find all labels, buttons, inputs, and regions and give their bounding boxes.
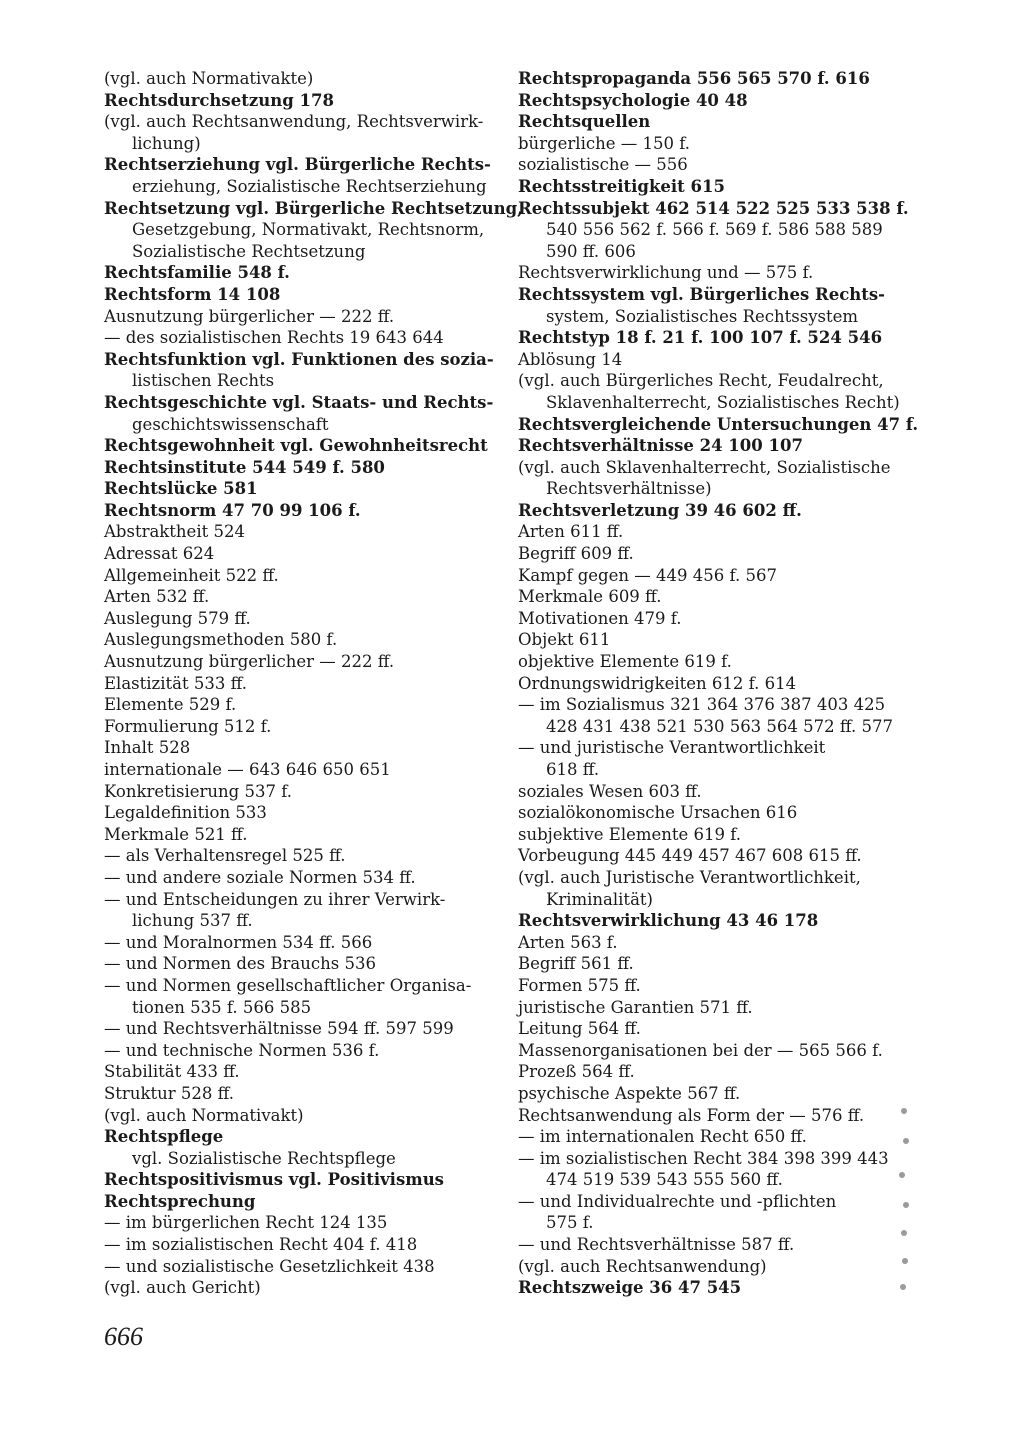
index-entry: 474 519 539 543 555 560 ff. — [546, 1170, 783, 1190]
index-heading: Rechtsverhältnisse 24 100 107 — [518, 436, 803, 456]
index-entry: subjektive Elemente 619 f. — [518, 824, 742, 844]
index-entry: Auslegungsmethoden 580 f. — [104, 630, 338, 650]
index-column-right — [518, 68, 919, 1299]
index-entry: listischen Rechts — [132, 371, 275, 391]
index-heading: Rechtsprechung — [104, 1191, 256, 1211]
index-entry: bürgerliche — 150 f. — [518, 133, 690, 153]
index-entry: Objekt 611 — [518, 630, 611, 650]
index-entry: Massenorganisationen bei der — 565 566 f. — [518, 1040, 883, 1060]
index-entry: Gesetzgebung, Normativakt, Rechtsnorm, — [132, 220, 485, 240]
index-entry: Ausnutzung bürgerlicher — 222 ff. — [104, 306, 395, 326]
index-heading: Rechtspflege — [104, 1127, 224, 1147]
index-entry: — und technische Normen 536 f. — [104, 1040, 380, 1060]
index-entry: Ausnutzung bürgerlicher — 222 ff. — [104, 652, 395, 672]
page-number: 666 — [104, 1322, 143, 1351]
index-heading: Rechtsverwirklichung 43 46 178 — [518, 911, 819, 931]
index-entry: Stabilität 433 ff. — [104, 1062, 240, 1082]
index-entry: — im sozialistischen Recht 404 f. 418 — [104, 1235, 418, 1255]
index-entry: 428 431 438 521 530 563 564 572 ff. 577 — [546, 716, 894, 736]
index-entry: Vorbeugung 445 449 457 467 608 615 ff. — [518, 846, 862, 866]
index-entry: — und Normen des Brauchs 536 — [104, 954, 376, 974]
index-entry: (vgl. auch Normativakte) — [104, 69, 314, 88]
index-entry: lichung) — [132, 133, 201, 153]
index-entry: (vgl. auch Rechtsanwendung) — [518, 1256, 767, 1276]
index-heading: Rechtsfamilie 548 f. — [104, 263, 290, 283]
index-entry: sozialistische — 556 — [518, 155, 688, 175]
index-entry: Arten 611 ff. — [518, 522, 624, 542]
index-entry: Rechtsanwendung als Form der — 576 ff. — [518, 1105, 865, 1125]
index-entry: 618 ff. — [546, 760, 600, 779]
index-entry: Ordnungswidrigkeiten 612 f. 614 — [518, 673, 797, 693]
index-entry: Motivationen 479 f. — [518, 608, 682, 628]
index-heading: Rechtspropaganda 556 565 570 f. 616 — [518, 69, 870, 88]
index-heading: Rechtsquellen — [518, 112, 651, 132]
index-entry: — im Sozialismus 321 364 376 387 403 425 — [518, 695, 886, 715]
index-entry: Arten 532 ff. — [104, 587, 210, 607]
index-entry: Merkmale 521 ff. — [104, 824, 248, 844]
index-heading: Rechtsform 14 108 — [104, 284, 281, 304]
index-entry: Kriminalität) — [546, 889, 653, 909]
index-heading: Rechtszweige 36 47 545 — [518, 1278, 742, 1298]
index-column-left — [104, 68, 523, 1299]
index-entry: Arten 563 f. — [518, 932, 618, 952]
index-entry: Legaldefinition 533 — [104, 803, 267, 823]
index-entry: — als Verhaltensregel 525 ff. — [104, 846, 346, 866]
index-entry: — und juristische Verantwortlichkeit — [518, 738, 826, 758]
index-entry: Begriff 561 ff. — [518, 954, 634, 974]
index-entry: (vgl. auch Bürgerliches Recht, Feudalrecht, — [518, 371, 884, 391]
index-entry: objektive Elemente 619 f. — [518, 652, 732, 672]
index-entry: (vgl. auch Gericht) — [104, 1278, 261, 1298]
index-entry: Begriff 609 ff. — [518, 544, 634, 564]
index-heading: Rechtspsychologie 40 48 — [518, 90, 748, 110]
index-entry: lichung 537 ff. — [132, 911, 253, 931]
index-heading: Rechtsgeschichte vgl. Staats- und Rechts- — [104, 392, 494, 412]
index-heading: Rechtsstreitigkeit 615 — [518, 176, 725, 196]
index-entry: Kampf gegen — 449 456 f. 567 — [518, 565, 777, 585]
index-entry: Formen 575 ff. — [518, 975, 641, 995]
index-entry: Formulierung 512 f. — [104, 716, 272, 736]
index-entry: — des sozialistischen Rechts 19 643 644 — [104, 328, 444, 348]
index-entry: Rechtsverwirklichung und — 575 f. — [518, 263, 814, 283]
index-entry: — und sozialistische Gesetzlichkeit 438 — [104, 1256, 435, 1276]
index-heading: Rechtstyp 18 f. 21 f. 100 107 f. 524 546 — [518, 328, 883, 348]
index-entry: — im bürgerlichen Recht 124 135 — [104, 1213, 388, 1233]
index-entry: Inhalt 528 — [104, 738, 191, 758]
index-entry: Allgemeinheit 522 ff. — [104, 565, 279, 585]
index-entry: Adressat 624 — [104, 544, 215, 564]
index-entry: juristische Garantien 571 ff. — [518, 997, 753, 1017]
index-entry: Konkretisierung 537 f. — [104, 781, 292, 801]
index-heading: Rechtslücke 581 — [104, 479, 258, 499]
index-entry: (vgl. auch Sklavenhalterrecht, Sozialistische — [518, 457, 891, 477]
index-entry: — und Moralnormen 534 ff. 566 — [104, 932, 373, 952]
index-entry: Merkmale 609 ff. — [518, 587, 662, 607]
index-heading: Rechtsfunktion vgl. Funktionen des sozia- — [104, 349, 494, 369]
index-entry: system, Sozialistisches Rechtssystem — [546, 306, 859, 326]
index-entry: internationale — 643 646 650 651 — [104, 760, 391, 779]
index-entry: Elastizität 533 ff. — [104, 673, 247, 693]
index-entry: — im sozialistischen Recht 384 398 399 443 — [518, 1148, 889, 1168]
index-entry: — im internationalen Recht 650 ff. — [518, 1127, 807, 1147]
index-heading: Rechtsvergleichende Untersuchungen 47 f. — [518, 414, 919, 434]
index-heading: Rechtsverletzung 39 46 602 ff. — [518, 500, 802, 520]
index-entry: Rechtsverhältnisse) — [546, 479, 712, 499]
index-entry: — und Rechtsverhältnisse 594 ff. 597 599 — [104, 1019, 454, 1039]
index-entry: geschichtswissenschaft — [132, 414, 329, 434]
index-heading: Rechtssubjekt 462 514 522 525 533 538 f. — [518, 198, 909, 218]
index-entry: sozialökonomische Ursachen 616 — [518, 803, 798, 823]
index-entry: (vgl. auch Juristische Verantwortlichkeit, — [518, 867, 861, 887]
index-heading: Rechtsetzung vgl. Bürgerliche Rechtsetzung, — [104, 198, 523, 218]
margin-specks — [893, 1098, 915, 1298]
index-entry: Auslegung 579 ff. — [104, 608, 251, 628]
index-entry: (vgl. auch Rechtsanwendung, Rechtsverwirk- — [104, 112, 484, 132]
index-entry: Abstraktheit 524 — [104, 522, 245, 542]
index-entry: Ablösung 14 — [518, 349, 623, 369]
index-entry: Elemente 529 f. — [104, 695, 237, 715]
index-entry: Sozialistische Rechtsetzung — [132, 241, 366, 261]
index-entry: 575 f. — [546, 1213, 594, 1233]
index-entry: vgl. Sozialistische Rechtspflege — [132, 1148, 396, 1168]
index-entry: — und Individualrechte und -pflichten — [518, 1191, 837, 1211]
index-entry: Leitung 564 ff. — [518, 1019, 641, 1039]
index-heading: Rechtserziehung vgl. Bürgerliche Rechts- — [104, 155, 491, 175]
index-entry: erziehung, Sozialistische Rechtserziehung — [132, 176, 487, 196]
index-entry: tionen 535 f. 566 585 — [132, 997, 312, 1017]
index-entry: (vgl. auch Normativakt) — [104, 1105, 304, 1125]
index-entry: 540 556 562 f. 566 f. 569 f. 586 588 589 — [546, 220, 883, 240]
index-entry: — und Normen gesellschaftlicher Organisa- — [104, 975, 472, 995]
index-entry: soziales Wesen 603 ff. — [518, 781, 702, 801]
index-entry: — und Rechtsverhältnisse 587 ff. — [518, 1235, 795, 1255]
index-entry: 590 ff. 606 — [546, 241, 636, 261]
index-entry: Prozeß 564 ff. — [518, 1062, 635, 1082]
index-heading: Rechtsdurchsetzung 178 — [104, 90, 334, 110]
index-entry: — und andere soziale Normen 534 ff. — [104, 867, 416, 887]
index-heading: Rechtsinstitute 544 549 f. 580 — [104, 457, 385, 477]
index-entry: — und Entscheidungen zu ihrer Verwirk- — [104, 889, 446, 909]
index-heading: Rechtsgewohnheit vgl. Gewohnheitsrecht — [104, 436, 488, 456]
index-heading: Rechtsnorm 47 70 99 106 f. — [104, 500, 361, 520]
index-entry: Struktur 528 ff. — [104, 1083, 234, 1103]
index-heading: Rechtspositivismus vgl. Positivismus — [104, 1170, 444, 1190]
index-entry: psychische Aspekte 567 ff. — [518, 1083, 741, 1103]
index-entry: Sklavenhalterrecht, Sozialistisches Recht) — [546, 392, 900, 412]
index-heading: Rechtssystem vgl. Bürgerliches Rechts- — [518, 284, 886, 304]
